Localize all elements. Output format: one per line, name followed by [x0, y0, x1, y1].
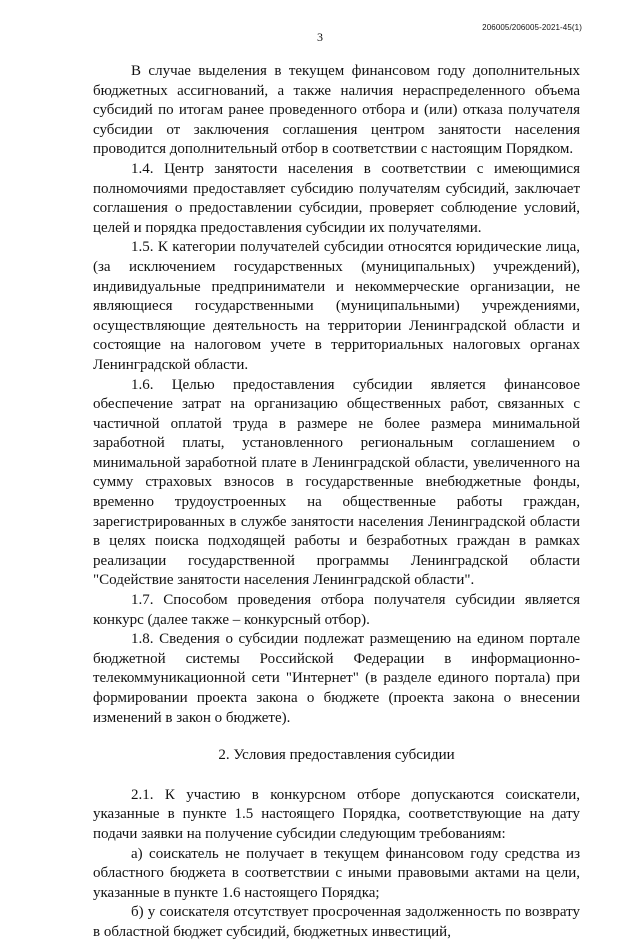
paragraph-1-7: 1.7. Способом проведения отбора получателя субсидии является конкурс (далее также – конкурсный отбор).	[93, 592, 580, 628]
page-number: 3	[317, 30, 323, 44]
paragraph-1-5: 1.5. К категории получателей субсидии относятся юридические лица, (за исключением государственных (муниципальных) учреждений), индивидуальные предприниматели и некоммерческие организации, не являющиеся государственными (муниципальными) учреждениями, осуществляющие деятельность на территории Ленинградской области и состоящие на налоговом учете в территориальных налоговых органах Ленинградской области.	[93, 239, 580, 373]
paragraph-1-4: 1.4. Центр занятости населения в соответствии с имеющимися полномочиями предоставляет субсидию получателям субсидий, заключает соглашения о предоставлении субсидии, проверяет соблюдение условий, целей и порядка предоставления субсидии их получателями.	[93, 160, 580, 236]
paragraph-2-1: 2.1. К участию в конкурсном отборе допускаются соискатели, указанные в пункте 1.5 настоящего Порядка, соответствующие на дату подачи заявки на получение субсидии следующим требованиям:	[93, 786, 580, 842]
document-code: 206005/206005-2021-45(1)	[482, 23, 582, 32]
document-body	[93, 62, 580, 943]
paragraph-2-1-a: а) соискатель не получает в текущем финансовом году средства из областного бюджета в соответствии с иными правовыми актами на цели, указанные в пункте 1.6 настоящего Порядка;	[93, 845, 580, 901]
paragraph-2-1-b: б) у соискателя отсутствует просроченная задолженность по возврату в областной бюджет субсидий, бюджетных инвестиций,	[93, 904, 580, 940]
paragraph-1-6: 1.6. Целью предоставления субсидии является финансовое обеспечение затрат на организацию общественных работ, связанных с частичной оплатой труда в размере не более размера минимальной заработной платы, установленного региональным соглашением о минимальной заработной плате в Ленинградской области, увеличенного на сумму страховых взносов в государственные внебюджетные фонды, временно трудоустроенных на общественные работы граждан, зарегистрированных в службе занятости населения Ленинградской области в целях поиска подходящей работы и безработных граждан в рамках реализации государственной программы Ленинградской области "Содействие занятости населения Ленинградской области".	[93, 376, 580, 589]
paragraph-additional-selection: В случае выделения в текущем финансовом году дополнительных бюджетных ассигнований, а также наличия нераспределенного объема субсидий по итогам ранее проведенного отбора и (или) отказа получателя субсидии от заключения соглашения центром занятости населения проводится дополнительный отбор в соответствии с настоящим Порядком.	[93, 63, 580, 158]
section-heading: 2. Условия предоставления субсидии	[218, 747, 455, 764]
paragraph-1-8: 1.8. Сведения о субсидии подлежат размещению на едином портале бюджетной системы Российской Федерации в информационно-телекоммуникационной сети "Интернет" (в разделе единого портала) при формировании проекта закона о бюджете (проекта закона о внесении изменений в закон о бюджете).	[93, 631, 580, 726]
